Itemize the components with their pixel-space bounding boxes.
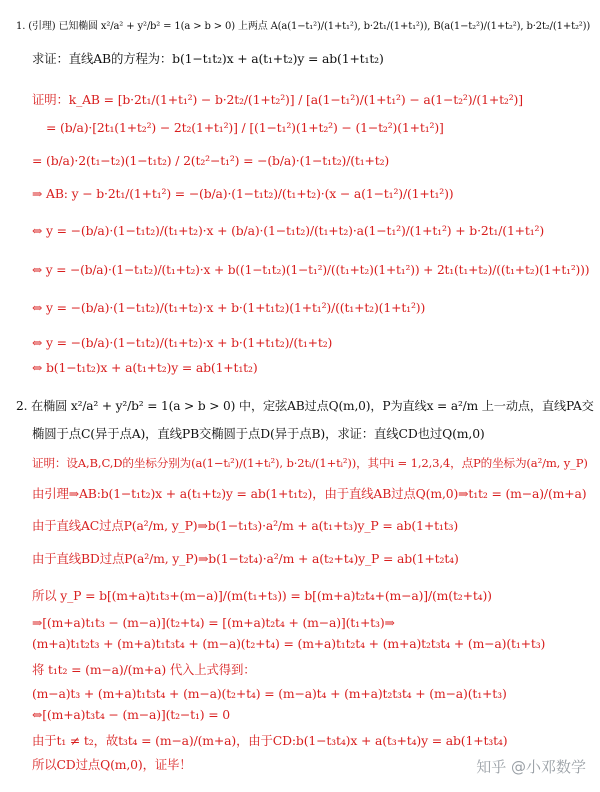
problem2-step-3: 由于直线AC过点P(a²/m, y_P)⇒b(1−t₁t₃)·a²/m + a(t₁+t₃)y_P = ab(1+t₁t₃) <box>32 518 459 533</box>
problem1-prove: 求证：直线AB的方程为：b(1−t₁t₂)x + a(t₁+t₂)y = ab(1+t₁t₂) <box>32 51 384 66</box>
watermark: 知乎 @小邓数学 <box>476 758 586 776</box>
problem2-statement-line2: 椭圆于点C(异于点A)，直线PB交椭圆于点D(异于点B)，求证：直线CD也过Q(m,0) <box>32 426 485 441</box>
problem2-step-6: ⇒[(m+a)t₁t₃ − (m−a)](t₂+t₄) = [(m+a)t₂t₄ + (m−a)](t₁+t₃)⇒ <box>32 615 395 630</box>
problem1-step-8: ⇔ y = −(b/a)·(1−t₁t₂)/(t₁+t₂)·x + b·(1+t₁t₂)/(t₁+t₂) <box>32 335 333 350</box>
problem2-step-4: 由于直线BD过点P(a²/m, y_P)⇒b(1−t₂t₄)·a²/m + a(t₂+t₄)y_P = ab(1+t₂t₄) <box>32 551 459 566</box>
problem1-step-5: ⇔ y = −(b/a)·(1−t₁t₂)/(t₁+t₂)·x + (b/a)·(1−t₁t₂)/(t₁+t₂)·a(1−t₁²)/(1+t₁²) + b·2t₁/(1+t₁²) <box>32 223 545 238</box>
problem1-step-4: ⇒ AB: y − b·2t₁/(1+t₁²) = −(b/a)·(1−t₁t₂)/(t₁+t₂)·(x − a(1−t₁²)/(1+t₁²)) <box>32 186 454 201</box>
problem1-step-2: = (b/a)·[2t₁(1+t₂²) − 2t₂(1+t₁²)] / [(1−t₁²)(1+t₂²) − (1−t₂²)(1+t₁²)] <box>46 120 444 135</box>
problem1-step-3: = (b/a)·2(t₁−t₂)(1−t₁t₂) / 2(t₂²−t₁²) = −(b/a)·(1−t₁t₂)/(t₁+t₂) <box>32 153 390 168</box>
problem1-statement: 1. (引理) 已知椭圆 x²/a² + y²/b² = 1(a > b > 0) 上两点 A(a(1−t₁²)/(1+t₁²), b·2t₁/(1+t₁²)), B(a(1−t₂²)/(1+t₂²), b·2t₂/(1+t₂²)) <box>16 21 591 32</box>
problem2-statement-line1: 2. 在椭圆 x²/a² + y²/b² = 1(a > b > 0) 中，定弦AB过点Q(m,0)，P为直线x = a²/m 上一动点，直线PA交 <box>16 399 594 413</box>
problem2-step-11: 由于t₁ ≠ t₂，故t₃t₄ = (m−a)/(m+a)，由于CD:b(1−t₃t₄)x + a(t₃+t₄)y = ab(1+t₃t₄) <box>32 733 508 748</box>
problem2-step-7: (m+a)t₁t₂t₃ + (m+a)t₁t₃t₄ + (m−a)(t₂+t₄) = (m+a)t₁t₂t₄ + (m+a)t₂t₃t₄ + (m−a)(t₁+t₃) <box>32 636 546 651</box>
problem1-step-7: ⇔ y = −(b/a)·(1−t₁t₂)/(t₁+t₂)·x + b·(1+t₁t₂)(1+t₁²)/((t₁+t₂)(1+t₁²)) <box>32 300 426 315</box>
problem2-step-1: 证明：设A,B,C,D的坐标分别为(a(1−tᵢ²)/(1+tᵢ²), b·2tᵢ/(1+tᵢ²))，其中i = 1,2,3,4，点P的坐标为(a²/m, y_P) <box>32 456 588 470</box>
problem2-step-2: 由引理⇒AB:b(1−t₁t₂)x + a(t₁+t₂)y = ab(1+t₁t₂)，由于直线AB过点Q(m,0)⇒t₁t₂ = (m−a)/(m+a) <box>32 486 587 501</box>
problem2-step-10: ⇔[(m+a)t₃t₄ − (m−a)](t₂−t₁) = 0 <box>32 707 231 722</box>
problem1-step-9: ⇔ b(1−t₁t₂)x + a(t₁+t₂)y = ab(1+t₁t₂) <box>32 360 258 375</box>
problem2-step-9: (m−a)t₃ + (m+a)t₁t₃t₄ + (m−a)(t₂+t₄) = (m−a)t₄ + (m+a)t₂t₃t₄ + (m−a)(t₁+t₃) <box>32 686 507 701</box>
problem2-step-5: 所以 y_P = b[(m+a)t₁t₃+(m−a)]/(m(t₁+t₃)) = b[(m+a)t₂t₄+(m−a)]/(m(t₂+t₄)) <box>32 588 492 603</box>
problem1-step-1: 证明：k_AB = [b·2t₁/(1+t₁²) − b·2t₂/(1+t₂²)] / [a(1−t₁²)/(1+t₁²) − a(1−t₂²)/(1+t₂²)] <box>32 92 523 107</box>
problem1-step-6: ⇔ y = −(b/a)·(1−t₁t₂)/(t₁+t₂)·x + b((1−t₁t₂)(1−t₁²)/((t₁+t₂)(1+t₁²)) + 2t₁(t₁+t₂)/((t₁+t₂)(1+t₁²))) <box>32 263 590 277</box>
problem2-step-8: 将 t₁t₂ = (m−a)/(m+a) 代入上式得到： <box>32 662 256 677</box>
problem2-step-12: 所以CD过点Q(m,0)，证毕！ <box>32 757 192 772</box>
